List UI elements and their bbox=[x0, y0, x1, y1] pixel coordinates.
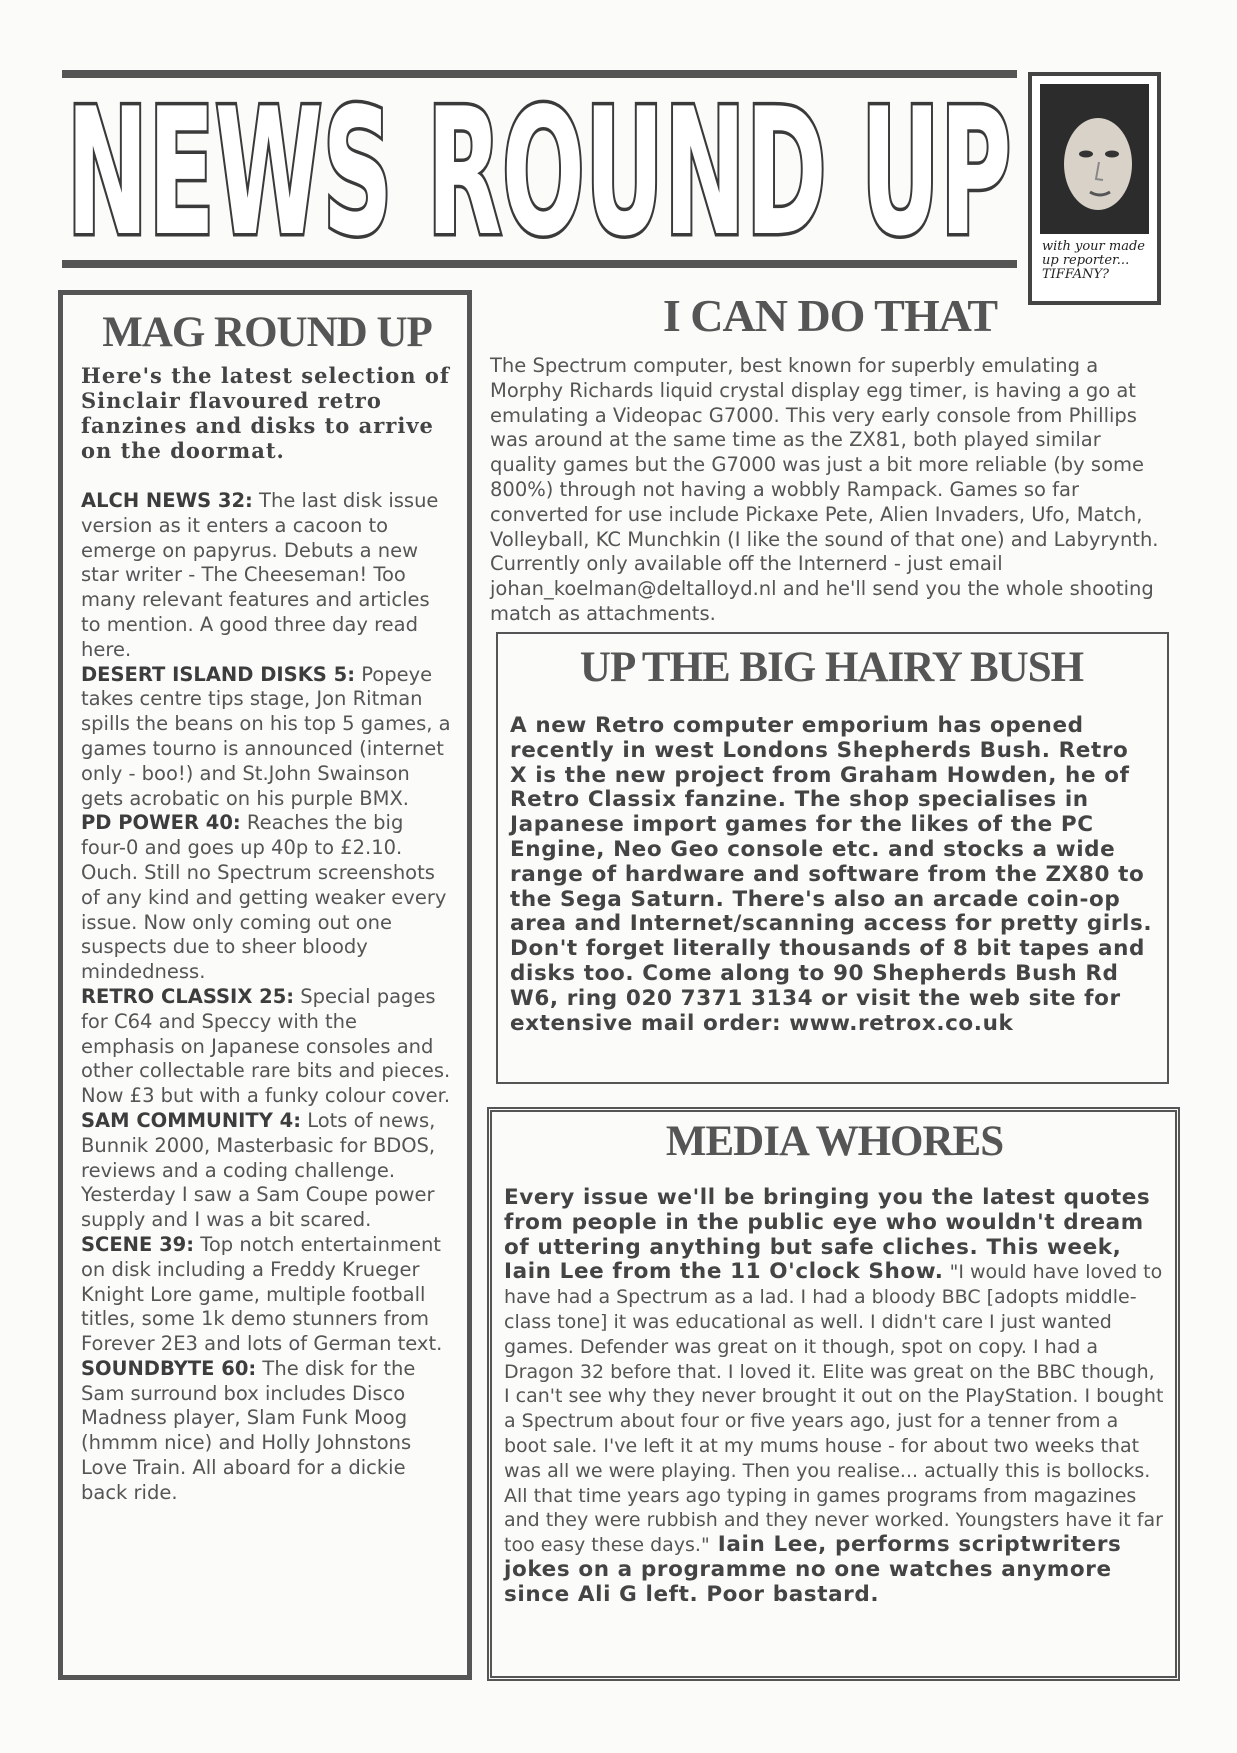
fanzine-description: Lots of news, Bunnik 2000, Masterbasic for BDOS, reviews and a coding challenge. Yesterday I saw a Sam Coupe power supply and I was a bit scared. bbox=[81, 1108, 436, 1232]
i-can-do-that-title: I CAN DO THAT bbox=[662, 290, 998, 341]
i-can-do-that-body: The Spectrum computer, best known for superbly emulating a Morphy Richards liquid crystal display egg timer, is having a go at emulating a Videopac G7000. This very early console from Phillips was around at the same time as the ZX81, both played similar quality games but the G7000 was just a bit more reliable (by some 800%) through not having a wobbly Rampack. Games so far converted for use include Pickaxe Pete, Alien Invaders, Ufo, Match, Volleyball, KC Munchkin (I like the sound of that one) and Labyrynth. Currently only available off the Internerd - just email johan_koelman@deltalloyd.nl and he'll send you the whole shooting match as attachments. bbox=[490, 354, 1159, 625]
reporter-photo bbox=[1028, 72, 1161, 305]
fanzine-list bbox=[81, 489, 453, 1506]
fanzine-description: Special pages for C64 and Speccy with the emphasis on Japanese consoles and other collectable rare bits and pieces. Now £3 but with a funky colour cover. bbox=[81, 984, 451, 1108]
i-can-do-that-section bbox=[490, 290, 1170, 627]
media-whores-tail: Iain Lee, performs scriptwriters jokes on a programme no one watches anymore since Ali G left. Poor bastard. bbox=[504, 1532, 1122, 1607]
mag-round-up-title: MAG ROUND UP bbox=[102, 309, 432, 356]
list-item bbox=[81, 663, 453, 812]
media-whores-quote: "I would have loved to have had a Spectrum as a lad. I had a bloody BBC [adopts middle-class tone] it was educational as well. I didn't care I just wanted games. Defender was great on it though, spot on copy. I had a Dragon 32 before that. I loved it. Elite was great on the BBC though, I can't see why they never brought it out on the PlayStation. I bought a Spectrum about four or five years ago, just for a tenner from a boot sale. I've left it at my mums house - for about two weeks that was all we were playing. Then you realise... actually this is bollocks. All that time years ago typing in games programs from magazines and they were rubbish and they never worked. Youngsters have it far too easy these days." bbox=[504, 1261, 1164, 1557]
media-whores-box bbox=[487, 1107, 1180, 1681]
fanzine-description: The disk for the Sam surround box includes Disco Madness player, Slam Funk Moog (hmmm nice) and Holly Johnstons Love Train. All aboard for a dickie back ride. bbox=[81, 1356, 416, 1504]
list-item bbox=[81, 985, 453, 1109]
mag-round-up-intro: Here's the latest selection of Sinclair flavoured retro fanzines and disks to arrive on the doormat. bbox=[81, 363, 450, 463]
fanzine-description: Reaches the big four-0 and goes up 40p to £2.10. Ouch. Still no Spectrum screenshots of any kind and getting weaker every issue. Now only coming out one suspects due to sheer bloody mindedness. bbox=[81, 811, 447, 984]
fanzine-description: Top notch entertainment on disk including a Freddy Krueger Knight Lore game, multiple football titles, some 1k demo stunners from Forever 2E3 and lots of German text. bbox=[81, 1232, 443, 1356]
big-hairy-bush-title: UP THE BIG HAIRY BUSH bbox=[579, 644, 1084, 691]
masthead-title-graphic bbox=[62, 78, 1017, 260]
masthead bbox=[62, 70, 1017, 268]
media-whores-title: MEDIA WHORES bbox=[665, 1118, 1004, 1165]
list-item bbox=[81, 811, 453, 985]
big-hairy-bush-body: A new Retro computer emporium has opened recently in west Londons Shepherds Bush. Retro X is the new project from Graham Howden, he of Retro Classix fanzine. The shop specialises in Japanese import games for the likes of the PC Engine, Neo Geo console etc. and stocks a wide range of hardware and software from the ZX80 to the Sega Saturn. There's also an arcade coin-op area and Internet/scanning access for pretty girls. Don't forget literally thousands of 8 bit tapes and disks too. Come along to 90 Shepherds Bush Rd W6, ring 020 7371 3134 or visit the web site for extensive mail order: www.retrox.co.uk bbox=[510, 713, 1153, 1036]
list-item bbox=[81, 1357, 453, 1506]
list-item bbox=[81, 1109, 453, 1233]
fanzine-name: SAM COMMUNITY 4: bbox=[81, 1108, 302, 1132]
mag-round-up-box bbox=[58, 290, 472, 1680]
media-whores-lead: Every issue we'll be bringing you the latest quotes from people in the public eye who wouldn't dream of uttering anything but safe cliches. This week, Iain Lee from the 11 O'clock Show. bbox=[504, 1185, 1151, 1285]
list-item bbox=[81, 489, 453, 663]
reporter-portrait bbox=[1040, 84, 1149, 234]
masthead-title: NEWS ROUND UP bbox=[66, 78, 1012, 260]
media-whores-body bbox=[504, 1186, 1165, 1608]
fanzine-description: The last disk issue version as it enters a cacoon to emerge on papyrus. Debuts a new star writer - The Cheeseman! Too many relevant features and articles to mention. A good three day read here. bbox=[81, 489, 439, 661]
list-item bbox=[81, 1233, 453, 1357]
fanzine-name: PD POWER 40: bbox=[81, 811, 241, 835]
fanzine-description: Popeye takes centre tips stage, Jon Ritman spills the beans on his top 5 games, a games tourno is announced (internet only - boo!) and St.John Swainson gets acrobatic on his purple BMX. bbox=[81, 662, 451, 810]
big-hairy-bush-box bbox=[496, 632, 1169, 1084]
fanzine-name: DESERT ISLAND DISKS 5: bbox=[81, 662, 356, 686]
fanzine-name: SOUNDBYTE 60: bbox=[81, 1356, 257, 1380]
fanzine-name: SCENE 39: bbox=[81, 1232, 195, 1256]
reporter-caption: with your made up reporter... TIFFANY? bbox=[1042, 239, 1145, 282]
fanzine-name: ALCH NEWS 32: bbox=[81, 489, 253, 512]
fanzine-name: RETRO CLASSIX 25: bbox=[81, 984, 295, 1008]
